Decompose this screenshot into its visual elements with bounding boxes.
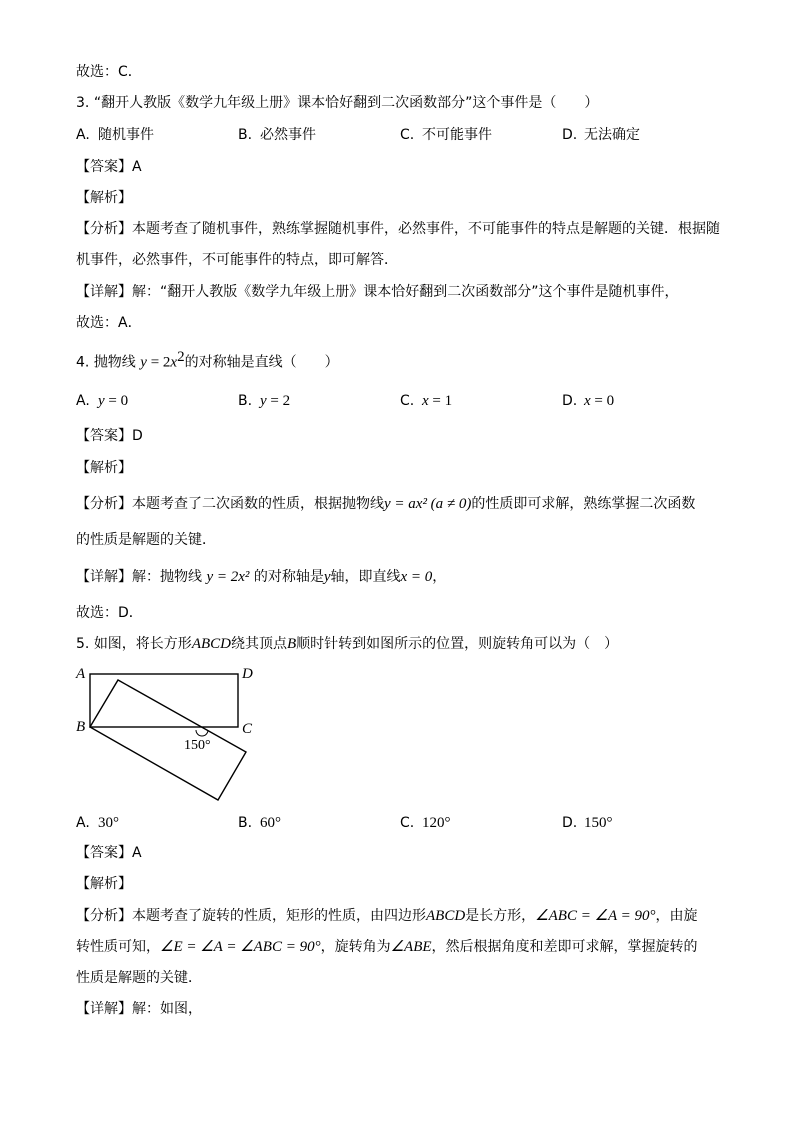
q5-detail: 【详解】解：如图，: [76, 1001, 202, 1017]
q4-option-d: D. x = 0: [562, 393, 615, 409]
q4-answer: 【答案】D: [76, 428, 143, 444]
q3-stem: [76, 93, 598, 113]
q4-analysis: 【分析】本题考查了二次函数的性质，根据抛物线y = ax² (a ≠ 0)的性质即可求解，熟练掌握二次函数: [76, 496, 696, 512]
q5-analysis: 【分析】本题考查了旋转的性质，矩形的性质，由四边形ABCD是长方形，∠ABC = ∠A = 90°，由旋: [76, 908, 698, 924]
label-d: D: [242, 666, 253, 682]
q4-option-c: C. x = 1: [400, 393, 453, 409]
rectangle-abcd: [90, 674, 238, 727]
q5-option-d: D. 150°: [562, 815, 613, 831]
angle-arc: [196, 730, 208, 736]
rotated-rectangle: [90, 680, 246, 800]
q4-option-a: A. y = 0: [76, 393, 129, 409]
rotation-figure: [70, 660, 270, 810]
q3-option-d: D. 无法确定: [562, 127, 640, 143]
q5-answer: 【答案】A: [76, 845, 142, 861]
q4-jiexi-heading: 【解析】: [76, 460, 132, 476]
q3-jiexi-heading: 【解析】: [76, 190, 132, 206]
q4-detail: 【详解】解：抛物线 y = 2x² 的对称轴是y轴，即直线x = 0，: [76, 569, 447, 585]
q4-final: 故选：D．: [76, 605, 143, 621]
label-c: C: [242, 721, 253, 737]
q5-option-c: C. 120°: [400, 815, 451, 831]
angle-label: 150°: [184, 738, 211, 753]
q4-stem: 4. 抛物线 $y = 2x^2$的对称轴是直线（ ）: [76, 349, 339, 371]
label-b: B: [76, 719, 86, 735]
previous-answer: 故选：C．: [76, 64, 142, 80]
q3-option-c: C. 不可能事件: [400, 127, 492, 143]
q5-stem: 5. 如图，将长方形ABCD绕其顶点B顺时针转到如图所示的位置，则旋转角可以为（ ）: [76, 636, 619, 652]
q5-analysis-cont: 转性质可知，∠E = ∠A = ∠ABC = 90°，旋转角为∠ABE，然后根据角度和差即可求解，掌握旋转的: [76, 939, 698, 955]
q5-option-b: B. 60°: [238, 815, 281, 831]
q3-detail: 【详解】解：“翻开人教版《数学九年级上册》课本恰好翻到二次函数部分”这个事件是随机事件，: [76, 284, 679, 300]
q3-option-b: B. 必然事件: [238, 127, 316, 143]
q3-number: 3.: [76, 95, 90, 111]
q5-jiexi-heading: 【解析】: [76, 876, 132, 892]
q3-analysis-cont: 机事件，必然事件，不可能事件的特点，即可解答．: [76, 252, 398, 268]
q3-answer: 【答案】A: [76, 159, 142, 175]
q3-text: “翻开人教版《数学九年级上册》课本恰好翻到二次函数部分”这个事件是（ ）: [93, 95, 599, 111]
q4-analysis-cont: 的性质是解题的关键．: [76, 532, 216, 548]
q5-option-a: A. 30°: [76, 815, 119, 831]
q3-option-a: A. 随机事件: [76, 127, 154, 143]
q5-analysis-end: 性质是解题的关键．: [76, 970, 202, 986]
q3-analysis: 【分析】本题考查了随机事件，熟练掌握随机事件，必然事件，不可能事件的特点是解题的关键．根据随: [76, 221, 720, 237]
label-a: A: [76, 666, 86, 682]
q3-final: 故选：A．: [76, 315, 142, 331]
q4-option-b: B. y = 2: [238, 393, 291, 409]
